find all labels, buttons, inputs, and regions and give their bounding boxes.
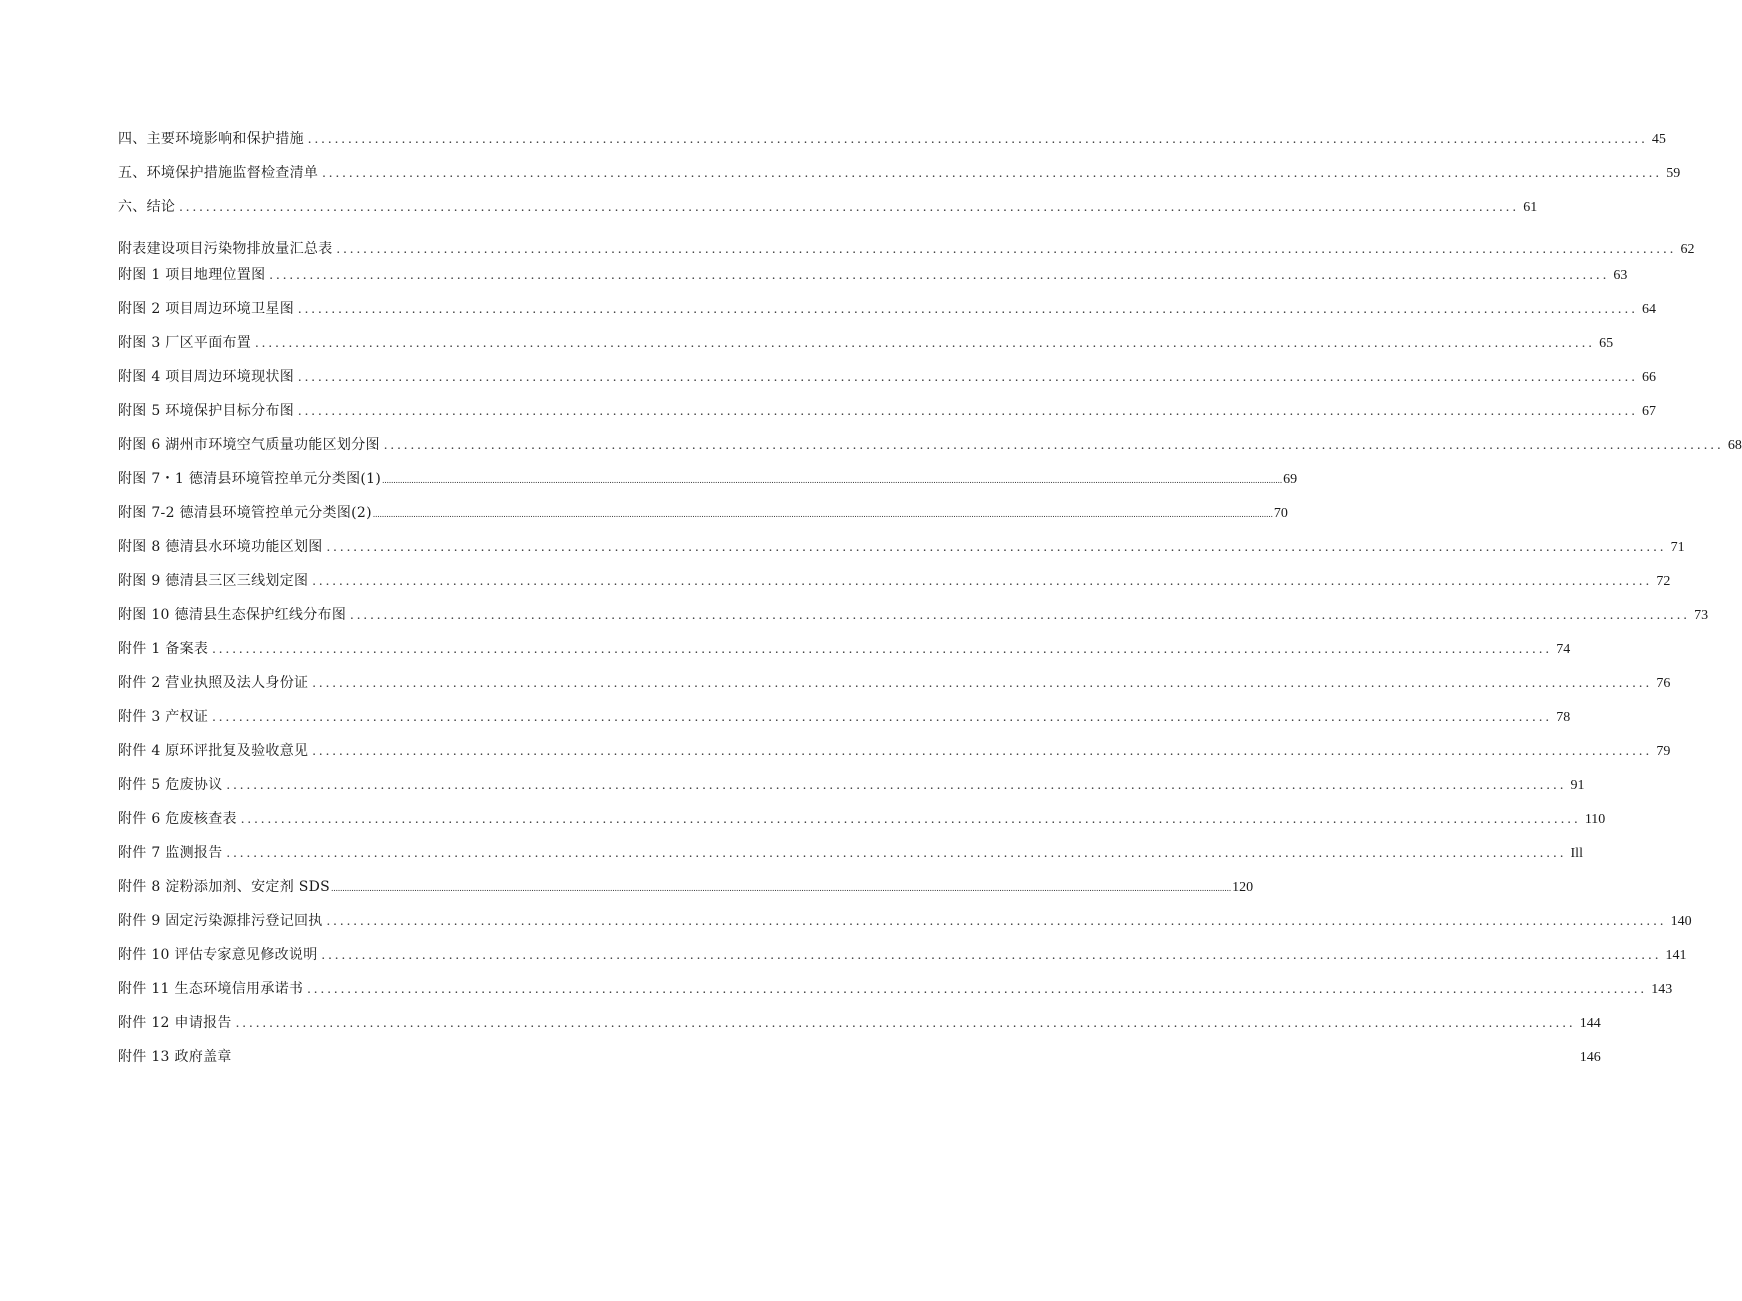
toc-leader-dots: ........................................................................................................................................................................................................ <box>240 812 1581 827</box>
toc-entry-title: 附件 4 原环评批复及验收意见 <box>118 743 309 759</box>
toc-entry-title: 附件 7 监测报告 <box>118 845 223 861</box>
toc-entry-title: 附图 6 湖州市环境空气质量功能区划分图 <box>118 437 380 453</box>
toc-entry[interactable] <box>118 977 1673 1001</box>
toc-entry-page-number: 140 <box>1670 914 1692 929</box>
toc-entry-page-number: 79 <box>1656 744 1671 759</box>
toc-entry-page-number: 68 <box>1727 438 1742 453</box>
toc-leader-dots: ........................................................................................................................................................................................................ <box>212 642 1553 657</box>
toc-entry-title: 四、主要环境影响和保护措施 <box>118 131 304 147</box>
toc-entry-page-number: 74 <box>1556 642 1571 657</box>
toc-entry[interactable] <box>118 263 1628 287</box>
toc-leader-dots: ........................................................................................................................................................................................................ <box>307 982 1648 997</box>
toc-leader-dots: ................................................................................................................................................................................................................................................................................................................................................................................................................ <box>372 509 1273 519</box>
toc-entry[interactable] <box>118 1045 1601 1069</box>
toc-leader-dots: ........................................................................................................................................................................................................ <box>312 744 1653 759</box>
toc-leader-dots: ........................................................................................................................................................................................................ <box>350 608 1691 623</box>
toc-leader-dots: ........................................................................................................................................................................................................ <box>307 132 1648 147</box>
toc-entry[interactable] <box>118 671 1671 695</box>
toc-entry-title: 附图 1 项目地理位置图 <box>118 267 266 283</box>
toc-entry[interactable] <box>118 467 1298 491</box>
toc-entry-title: 附件 2 营业执照及法人身份证 <box>118 675 309 691</box>
toc-leader-dots: ................................................................................................................................................................................................................................................................................................................................................................................................................ <box>331 883 1232 893</box>
toc-entry-title: 附件 11 生态环境信用承诺书 <box>118 981 304 997</box>
toc-entry-page-number: 67 <box>1642 404 1657 419</box>
toc-entry-page-number: 71 <box>1670 540 1685 555</box>
toc-entry[interactable] <box>118 297 1657 321</box>
toc-entry[interactable] <box>118 365 1657 389</box>
toc-entry-title: 附件 5 危废协议 <box>118 777 223 793</box>
toc-entry-title: 附件 1 备案表 <box>118 641 209 657</box>
toc-entry-title: 附件 10 评估专家意见修改说明 <box>118 947 318 963</box>
toc-leader-dots: ........................................................................................................................................................................................................ <box>226 778 1567 793</box>
toc-entry-page-number: 59 <box>1666 166 1681 181</box>
toc-entry-page-number: 61 <box>1523 200 1538 215</box>
toc-entry-page-number: 144 <box>1579 1016 1601 1031</box>
toc-entry[interactable] <box>118 161 1681 185</box>
toc-entry[interactable] <box>118 195 1538 219</box>
toc-entry-page-number: 66 <box>1642 370 1657 385</box>
toc-entry[interactable] <box>118 603 1709 627</box>
toc-leader-dots: ........................................................................................................................................................................................................ <box>269 268 1610 283</box>
toc-leader-dots: ........................................................................................................................................................................................................ <box>255 336 1596 351</box>
toc-entry[interactable] <box>118 569 1671 593</box>
toc-entry[interactable] <box>118 1011 1601 1035</box>
toc-entry-page-number: 69 <box>1283 472 1298 487</box>
toc-leader-dots: ........................................................................................................................................................................................................ <box>212 710 1553 725</box>
toc-entry-title: 附图 3 厂区平面布置 <box>118 335 252 351</box>
toc-entry-title: 附图 9 德清县三区三线划定图 <box>118 573 309 589</box>
toc-entry[interactable] <box>118 841 1583 865</box>
toc-entry[interactable] <box>118 705 1571 729</box>
toc-entry[interactable] <box>118 501 1288 525</box>
toc-leader-dots: ........................................................................................................................................................................................................ <box>336 242 1677 257</box>
toc-entry-page-number: 78 <box>1556 710 1571 725</box>
toc-entry-title: 五、环境保护措施监督检查清单 <box>118 165 319 181</box>
toc-entry-title: 附图 7・1 德清县环境管控单元分类图(1) <box>118 471 382 487</box>
toc-entry-page-number: 76 <box>1656 676 1671 691</box>
toc-leader-dots: ........................................................................................................................................................................................................ <box>298 404 1639 419</box>
toc-entry-title: 附件 8 淀粉添加剂、安定剂 SDS <box>118 879 331 895</box>
toc-leader-dots: ........................................................................................................................................................................................................ <box>226 846 1567 861</box>
toc-leader-dots: ........................................................................................................................................................................................................ <box>383 438 1724 453</box>
toc-entry[interactable] <box>118 807 1606 831</box>
toc-leader-dots: ........................................................................................................................................................................................................ <box>326 914 1667 929</box>
toc-entry-title: 附图 5 环境保护目标分布图 <box>118 403 295 419</box>
toc-entry-title: 附图 10 德清县生态保护红线分布图 <box>118 607 347 623</box>
toc-entry-page-number: 91 <box>1570 778 1585 793</box>
toc-entry[interactable] <box>118 535 1685 559</box>
toc-entry-page-number: 65 <box>1599 336 1614 351</box>
toc-entry[interactable] <box>118 399 1657 423</box>
toc-entry-page-number: 62 <box>1680 242 1695 257</box>
toc-entry-title: 附表建设项目污染物排放量汇总表 <box>118 241 333 257</box>
toc-entry[interactable] <box>118 909 1692 933</box>
toc-entry-title: 附图 2 项目周边环境卫星图 <box>118 301 295 317</box>
toc-entry-page-number: 70 <box>1273 506 1288 521</box>
toc-entry-title: 附件 13 政府盖章 <box>118 1049 232 1065</box>
toc-entry[interactable] <box>118 739 1671 763</box>
toc-entry-title: 附图 7-2 德清县环境管控单元分类图(2) <box>118 505 372 521</box>
toc-entry[interactable] <box>118 875 1254 899</box>
toc-entry-page-number: 64 <box>1642 302 1657 317</box>
toc-entry-page-number: 146 <box>1579 1050 1601 1065</box>
toc-leader-dots: ........................................................................................................................................................................................................ <box>235 1016 1576 1031</box>
toc-entry[interactable] <box>118 637 1571 661</box>
toc-entry[interactable] <box>118 127 1666 151</box>
toc-entry[interactable] <box>118 943 1687 967</box>
toc-leader-dots: ........................................................................................................................................................................................................ <box>321 948 1662 963</box>
toc-entry-title: 六、结论 <box>118 199 176 215</box>
toc-leader-dots: ........................................................................................................................................................................................................ <box>298 302 1639 317</box>
toc-entry-title: 附件 12 申请报告 <box>118 1015 232 1031</box>
toc-entry-page-number: 45 <box>1651 132 1666 147</box>
toc-leader-dots: ........................................................................................................................................................................................................ <box>312 574 1653 589</box>
toc-entry-title: 附图 4 项目周边环境现状图 <box>118 369 295 385</box>
toc-entry[interactable] <box>118 237 1695 261</box>
toc-entry-page-number: 72 <box>1656 574 1671 589</box>
toc-entry[interactable] <box>118 433 1742 457</box>
toc-leader-dots: ........................................................................................................................................................................................................ <box>326 540 1667 555</box>
toc-entry-page-number: 141 <box>1665 948 1687 963</box>
toc-leader-dots: ................................................................................................................................................................................................................................................................................................................................................................................................................ <box>382 475 1283 485</box>
toc-entry-title: 附件 9 固定污染源排污登记回执 <box>118 913 323 929</box>
toc-leader-dots: ........................................................................................................................................................................................................ <box>298 370 1639 385</box>
toc-entry-page-number: 63 <box>1613 268 1628 283</box>
toc-leader-dots: ........................................................................................................................................................................................................ <box>322 166 1663 181</box>
toc-leader-dots: ........................................................................................................................................................................................................ <box>312 676 1653 691</box>
toc-entry-page-number: 143 <box>1651 982 1673 997</box>
toc-entry-page-number: 73 <box>1694 608 1709 623</box>
toc-entry-title: 附件 6 危废核查表 <box>118 811 237 827</box>
toc-leader-dots: ........................................................................................................................................................................................................ <box>179 200 1520 215</box>
toc-entry[interactable] <box>118 773 1585 797</box>
toc-entry-title: 附件 3 产权证 <box>118 709 209 725</box>
toc-entry[interactable] <box>118 331 1614 355</box>
toc-entry-title: 附图 8 德清县水环境功能区划图 <box>118 539 323 555</box>
toc-entry-page-number: Ill <box>1570 846 1583 861</box>
toc-entry-page-number: 120 <box>1232 880 1254 895</box>
toc-entry-page-number: 110 <box>1584 812 1606 827</box>
